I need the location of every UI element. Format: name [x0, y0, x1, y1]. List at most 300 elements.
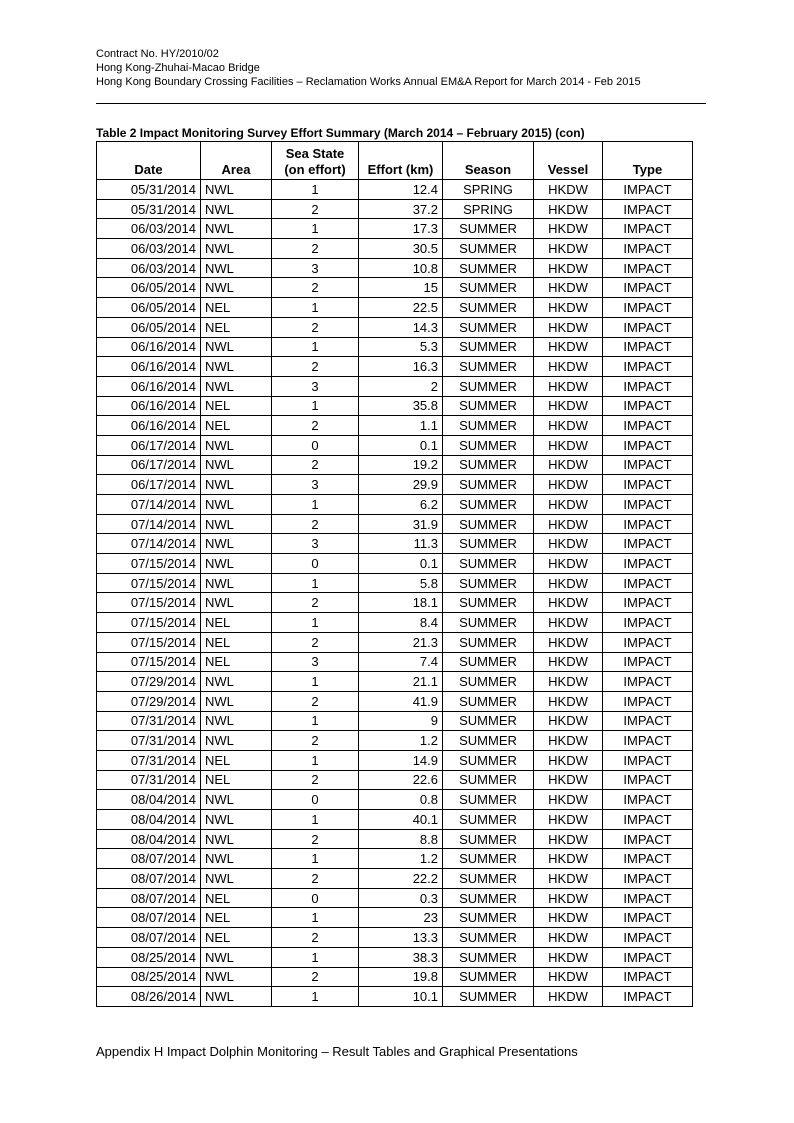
cell-area: NEL: [201, 770, 272, 790]
table-row: [97, 987, 693, 1007]
cell-area: NWL: [201, 534, 272, 554]
cell-season: SUMMER: [443, 987, 534, 1007]
cell-type: IMPACT: [603, 180, 693, 200]
table-row: [97, 967, 693, 987]
cell-season: SUMMER: [443, 849, 534, 869]
cell-effort: 0.8: [359, 790, 443, 810]
cell-vessel: HKDW: [534, 967, 603, 987]
cell-vessel: HKDW: [534, 908, 603, 928]
table-row: [97, 396, 693, 416]
cell-type: IMPACT: [603, 337, 693, 357]
cell-date: 07/31/2014: [97, 731, 201, 751]
cell-sea-state: 2: [272, 199, 359, 219]
cell-effort: 23: [359, 908, 443, 928]
table-row: [97, 435, 693, 455]
table-row: [97, 554, 693, 574]
cell-area: NEL: [201, 298, 272, 318]
cell-date: 05/31/2014: [97, 180, 201, 200]
cell-type: IMPACT: [603, 810, 693, 830]
column-header-season: Season: [443, 142, 534, 180]
cell-vessel: HKDW: [534, 317, 603, 337]
cell-sea-state: 3: [272, 258, 359, 278]
cell-date: 06/16/2014: [97, 376, 201, 396]
cell-date: 06/17/2014: [97, 435, 201, 455]
cell-type: IMPACT: [603, 672, 693, 692]
table-row: [97, 199, 693, 219]
cell-sea-state: 2: [272, 357, 359, 377]
survey-effort-table: [96, 141, 693, 1007]
cell-type: IMPACT: [603, 632, 693, 652]
cell-season: SUMMER: [443, 416, 534, 436]
cell-vessel: HKDW: [534, 613, 603, 633]
cell-sea-state: 0: [272, 435, 359, 455]
cell-area: NWL: [201, 278, 272, 298]
cell-season: SUMMER: [443, 928, 534, 948]
cell-type: IMPACT: [603, 514, 693, 534]
cell-area: NEL: [201, 908, 272, 928]
cell-sea-state: 3: [272, 475, 359, 495]
cell-effort: 38.3: [359, 947, 443, 967]
cell-date: 07/31/2014: [97, 750, 201, 770]
table-body: [97, 180, 693, 1007]
cell-vessel: HKDW: [534, 495, 603, 515]
table-row: [97, 455, 693, 475]
cell-effort: 1.1: [359, 416, 443, 436]
table-title: Table 2 Impact Monitoring Survey Effort Summary (March 2014 – February 2015) (con): [96, 126, 585, 140]
cell-type: IMPACT: [603, 357, 693, 377]
cell-effort: 1.2: [359, 849, 443, 869]
cell-effort: 8.8: [359, 829, 443, 849]
cell-season: SUMMER: [443, 435, 534, 455]
cell-season: SUMMER: [443, 829, 534, 849]
cell-sea-state: 2: [272, 514, 359, 534]
cell-season: SUMMER: [443, 376, 534, 396]
cell-season: SUMMER: [443, 613, 534, 633]
cell-season: SUMMER: [443, 869, 534, 889]
cell-date: 07/15/2014: [97, 613, 201, 633]
cell-area: NWL: [201, 514, 272, 534]
table-row: [97, 534, 693, 554]
cell-season: SUMMER: [443, 534, 534, 554]
table-row: [97, 416, 693, 436]
cell-type: IMPACT: [603, 908, 693, 928]
column-header-sea-state: [272, 142, 359, 180]
cell-effort: 11.3: [359, 534, 443, 554]
cell-effort: 8.4: [359, 613, 443, 633]
cell-date: 06/16/2014: [97, 357, 201, 377]
cell-season: SUMMER: [443, 514, 534, 534]
cell-vessel: HKDW: [534, 731, 603, 751]
cell-date: 07/15/2014: [97, 573, 201, 593]
cell-area: NWL: [201, 810, 272, 830]
cell-area: NWL: [201, 967, 272, 987]
cell-vessel: HKDW: [534, 219, 603, 239]
cell-sea-state: 1: [272, 810, 359, 830]
cell-season: SUMMER: [443, 298, 534, 318]
table-row: [97, 632, 693, 652]
project-name: Hong Kong-Zhuhai-Macao Bridge: [96, 62, 260, 74]
cell-vessel: HKDW: [534, 435, 603, 455]
cell-date: 06/16/2014: [97, 337, 201, 357]
cell-season: SPRING: [443, 199, 534, 219]
cell-vessel: HKDW: [534, 416, 603, 436]
cell-area: NWL: [201, 790, 272, 810]
sea-state-line1: Sea State: [285, 146, 345, 161]
table-row: [97, 239, 693, 259]
cell-season: SUMMER: [443, 770, 534, 790]
cell-season: SUMMER: [443, 750, 534, 770]
cell-effort: 37.2: [359, 199, 443, 219]
cell-type: IMPACT: [603, 239, 693, 259]
cell-type: IMPACT: [603, 947, 693, 967]
cell-date: 06/05/2014: [97, 317, 201, 337]
cell-date: 06/03/2014: [97, 219, 201, 239]
cell-sea-state: 1: [272, 672, 359, 692]
cell-area: NWL: [201, 475, 272, 495]
cell-effort: 7.4: [359, 652, 443, 672]
cell-type: IMPACT: [603, 613, 693, 633]
cell-date: 07/29/2014: [97, 691, 201, 711]
cell-vessel: HKDW: [534, 790, 603, 810]
cell-effort: 14.9: [359, 750, 443, 770]
cell-season: SUMMER: [443, 888, 534, 908]
cell-type: IMPACT: [603, 652, 693, 672]
cell-area: NEL: [201, 928, 272, 948]
cell-effort: 0.1: [359, 554, 443, 574]
column-header-date: Date: [97, 142, 201, 180]
table-row: [97, 613, 693, 633]
cell-area: NWL: [201, 987, 272, 1007]
cell-vessel: HKDW: [534, 928, 603, 948]
cell-season: SUMMER: [443, 219, 534, 239]
cell-date: 06/16/2014: [97, 416, 201, 436]
cell-vessel: HKDW: [534, 554, 603, 574]
cell-type: IMPACT: [603, 396, 693, 416]
cell-date: 08/26/2014: [97, 987, 201, 1007]
cell-date: 08/25/2014: [97, 947, 201, 967]
table-row: [97, 652, 693, 672]
cell-sea-state: 2: [272, 317, 359, 337]
cell-vessel: HKDW: [534, 514, 603, 534]
cell-sea-state: 2: [272, 829, 359, 849]
cell-date: 08/07/2014: [97, 908, 201, 928]
table-row: [97, 810, 693, 830]
cell-area: NEL: [201, 750, 272, 770]
cell-sea-state: 3: [272, 534, 359, 554]
cell-date: 07/14/2014: [97, 514, 201, 534]
cell-area: NWL: [201, 258, 272, 278]
cell-type: IMPACT: [603, 554, 693, 574]
header-divider: [96, 103, 706, 104]
cell-date: 06/05/2014: [97, 298, 201, 318]
cell-type: IMPACT: [603, 790, 693, 810]
cell-sea-state: 1: [272, 908, 359, 928]
table-row: [97, 888, 693, 908]
cell-effort: 22.2: [359, 869, 443, 889]
table-row: [97, 376, 693, 396]
cell-season: SUMMER: [443, 672, 534, 692]
table-row: [97, 219, 693, 239]
cell-season: SUMMER: [443, 652, 534, 672]
cell-sea-state: 1: [272, 298, 359, 318]
cell-season: SUMMER: [443, 731, 534, 751]
cell-vessel: HKDW: [534, 593, 603, 613]
cell-sea-state: 1: [272, 219, 359, 239]
table-row: [97, 593, 693, 613]
cell-sea-state: 3: [272, 652, 359, 672]
cell-date: 07/15/2014: [97, 593, 201, 613]
cell-season: SUMMER: [443, 258, 534, 278]
cell-date: 06/03/2014: [97, 239, 201, 259]
cell-date: 07/29/2014: [97, 672, 201, 692]
cell-sea-state: 1: [272, 573, 359, 593]
table-row: [97, 475, 693, 495]
cell-date: 05/31/2014: [97, 199, 201, 219]
table-row: [97, 495, 693, 515]
cell-effort: 13.3: [359, 928, 443, 948]
cell-type: IMPACT: [603, 869, 693, 889]
cell-area: NEL: [201, 888, 272, 908]
table-row: [97, 790, 693, 810]
cell-type: IMPACT: [603, 987, 693, 1007]
cell-vessel: HKDW: [534, 475, 603, 495]
cell-sea-state: 2: [272, 928, 359, 948]
cell-sea-state: 3: [272, 376, 359, 396]
cell-season: SUMMER: [443, 475, 534, 495]
cell-date: 07/31/2014: [97, 711, 201, 731]
cell-effort: 17.3: [359, 219, 443, 239]
cell-sea-state: 1: [272, 849, 359, 869]
cell-effort: 41.9: [359, 691, 443, 711]
cell-vessel: HKDW: [534, 278, 603, 298]
report-title: Hong Kong Boundary Crossing Facilities – Reclamation Works Annual EM&A Report for March 2014 - Feb 2015: [96, 76, 641, 88]
cell-area: NWL: [201, 593, 272, 613]
page-footer: Appendix H Impact Dolphin Monitoring – Result Tables and Graphical Presentations: [96, 1044, 578, 1059]
cell-effort: 15: [359, 278, 443, 298]
contract-number: Contract No. HY/2010/02: [96, 48, 219, 60]
cell-season: SUMMER: [443, 810, 534, 830]
cell-area: NWL: [201, 947, 272, 967]
cell-sea-state: 2: [272, 278, 359, 298]
cell-area: NEL: [201, 632, 272, 652]
cell-date: 06/03/2014: [97, 258, 201, 278]
cell-date: 08/04/2014: [97, 829, 201, 849]
cell-effort: 29.9: [359, 475, 443, 495]
cell-type: IMPACT: [603, 691, 693, 711]
cell-vessel: HKDW: [534, 357, 603, 377]
table-row: [97, 258, 693, 278]
cell-effort: 30.5: [359, 239, 443, 259]
cell-effort: 22.5: [359, 298, 443, 318]
cell-effort: 10.8: [359, 258, 443, 278]
cell-season: SUMMER: [443, 317, 534, 337]
table-row: [97, 180, 693, 200]
cell-season: SUMMER: [443, 967, 534, 987]
cell-vessel: HKDW: [534, 888, 603, 908]
cell-sea-state: 2: [272, 731, 359, 751]
cell-type: IMPACT: [603, 258, 693, 278]
page-header: [96, 47, 706, 89]
cell-season: SUMMER: [443, 455, 534, 475]
cell-area: NWL: [201, 455, 272, 475]
cell-effort: 5.8: [359, 573, 443, 593]
cell-effort: 21.1: [359, 672, 443, 692]
cell-vessel: HKDW: [534, 180, 603, 200]
cell-vessel: HKDW: [534, 573, 603, 593]
cell-season: SUMMER: [443, 554, 534, 574]
cell-type: IMPACT: [603, 219, 693, 239]
cell-effort: 2: [359, 376, 443, 396]
cell-sea-state: 1: [272, 337, 359, 357]
cell-sea-state: 1: [272, 947, 359, 967]
cell-area: NWL: [201, 376, 272, 396]
cell-effort: 9: [359, 711, 443, 731]
cell-type: IMPACT: [603, 731, 693, 751]
cell-sea-state: 0: [272, 554, 359, 574]
table-row: [97, 869, 693, 889]
cell-effort: 6.2: [359, 495, 443, 515]
cell-effort: 1.2: [359, 731, 443, 751]
cell-type: IMPACT: [603, 495, 693, 515]
cell-area: NWL: [201, 711, 272, 731]
cell-season: SUMMER: [443, 593, 534, 613]
cell-vessel: HKDW: [534, 711, 603, 731]
table-row: [97, 317, 693, 337]
cell-date: 07/15/2014: [97, 652, 201, 672]
cell-sea-state: 2: [272, 691, 359, 711]
cell-area: NWL: [201, 829, 272, 849]
table-row: [97, 711, 693, 731]
cell-type: IMPACT: [603, 455, 693, 475]
cell-effort: 5.3: [359, 337, 443, 357]
cell-vessel: HKDW: [534, 829, 603, 849]
cell-type: IMPACT: [603, 573, 693, 593]
cell-effort: 14.3: [359, 317, 443, 337]
table-row: [97, 337, 693, 357]
cell-date: 06/17/2014: [97, 475, 201, 495]
cell-area: NWL: [201, 337, 272, 357]
cell-type: IMPACT: [603, 928, 693, 948]
cell-sea-state: 2: [272, 869, 359, 889]
cell-date: 08/04/2014: [97, 810, 201, 830]
cell-season: SUMMER: [443, 396, 534, 416]
cell-area: NWL: [201, 357, 272, 377]
cell-type: IMPACT: [603, 475, 693, 495]
cell-type: IMPACT: [603, 770, 693, 790]
cell-date: 07/15/2014: [97, 554, 201, 574]
cell-vessel: HKDW: [534, 691, 603, 711]
cell-effort: 19.2: [359, 455, 443, 475]
cell-area: NWL: [201, 219, 272, 239]
table-row: [97, 731, 693, 751]
column-header-vessel: Vessel: [534, 142, 603, 180]
cell-season: SUMMER: [443, 790, 534, 810]
cell-type: IMPACT: [603, 967, 693, 987]
cell-vessel: HKDW: [534, 199, 603, 219]
cell-effort: 31.9: [359, 514, 443, 534]
column-header-type: Type: [603, 142, 693, 180]
cell-sea-state: 1: [272, 613, 359, 633]
cell-date: 06/16/2014: [97, 396, 201, 416]
cell-vessel: HKDW: [534, 298, 603, 318]
table-header-row: [97, 142, 693, 180]
cell-area: NWL: [201, 199, 272, 219]
cell-sea-state: 2: [272, 770, 359, 790]
cell-area: NEL: [201, 317, 272, 337]
cell-effort: 35.8: [359, 396, 443, 416]
cell-season: SUMMER: [443, 239, 534, 259]
cell-type: IMPACT: [603, 199, 693, 219]
cell-effort: 22.6: [359, 770, 443, 790]
table-row: [97, 908, 693, 928]
sea-state-line2: (on effort): [284, 162, 346, 177]
cell-date: 08/07/2014: [97, 869, 201, 889]
cell-type: IMPACT: [603, 317, 693, 337]
cell-vessel: HKDW: [534, 258, 603, 278]
cell-vessel: HKDW: [534, 376, 603, 396]
cell-date: 08/25/2014: [97, 967, 201, 987]
cell-effort: 0.1: [359, 435, 443, 455]
cell-effort: 16.3: [359, 357, 443, 377]
cell-vessel: HKDW: [534, 810, 603, 830]
cell-area: NWL: [201, 869, 272, 889]
cell-season: SUMMER: [443, 691, 534, 711]
cell-area: NEL: [201, 396, 272, 416]
cell-type: IMPACT: [603, 278, 693, 298]
cell-sea-state: 2: [272, 632, 359, 652]
cell-vessel: HKDW: [534, 672, 603, 692]
column-header-area: Area: [201, 142, 272, 180]
cell-season: SUMMER: [443, 711, 534, 731]
cell-area: NEL: [201, 652, 272, 672]
cell-area: NWL: [201, 180, 272, 200]
cell-season: SUMMER: [443, 357, 534, 377]
cell-area: NWL: [201, 731, 272, 751]
cell-area: NEL: [201, 613, 272, 633]
cell-sea-state: 0: [272, 790, 359, 810]
cell-type: IMPACT: [603, 416, 693, 436]
table-row: [97, 278, 693, 298]
cell-type: IMPACT: [603, 711, 693, 731]
table-row: [97, 672, 693, 692]
table-row: [97, 514, 693, 534]
cell-sea-state: 1: [272, 396, 359, 416]
cell-date: 06/17/2014: [97, 455, 201, 475]
cell-effort: 12.4: [359, 180, 443, 200]
cell-date: 07/31/2014: [97, 770, 201, 790]
cell-vessel: HKDW: [534, 849, 603, 869]
cell-area: NWL: [201, 554, 272, 574]
cell-vessel: HKDW: [534, 239, 603, 259]
cell-date: 08/07/2014: [97, 849, 201, 869]
cell-season: SUMMER: [443, 278, 534, 298]
cell-area: NWL: [201, 672, 272, 692]
cell-sea-state: 1: [272, 987, 359, 1007]
table-row: [97, 770, 693, 790]
cell-season: SUMMER: [443, 337, 534, 357]
table-row: [97, 573, 693, 593]
cell-sea-state: 1: [272, 711, 359, 731]
cell-date: 08/07/2014: [97, 928, 201, 948]
cell-sea-state: 2: [272, 239, 359, 259]
table-row: [97, 750, 693, 770]
cell-vessel: HKDW: [534, 455, 603, 475]
cell-area: NWL: [201, 849, 272, 869]
cell-type: IMPACT: [603, 376, 693, 396]
cell-sea-state: 1: [272, 750, 359, 770]
cell-effort: 40.1: [359, 810, 443, 830]
cell-date: 07/15/2014: [97, 632, 201, 652]
